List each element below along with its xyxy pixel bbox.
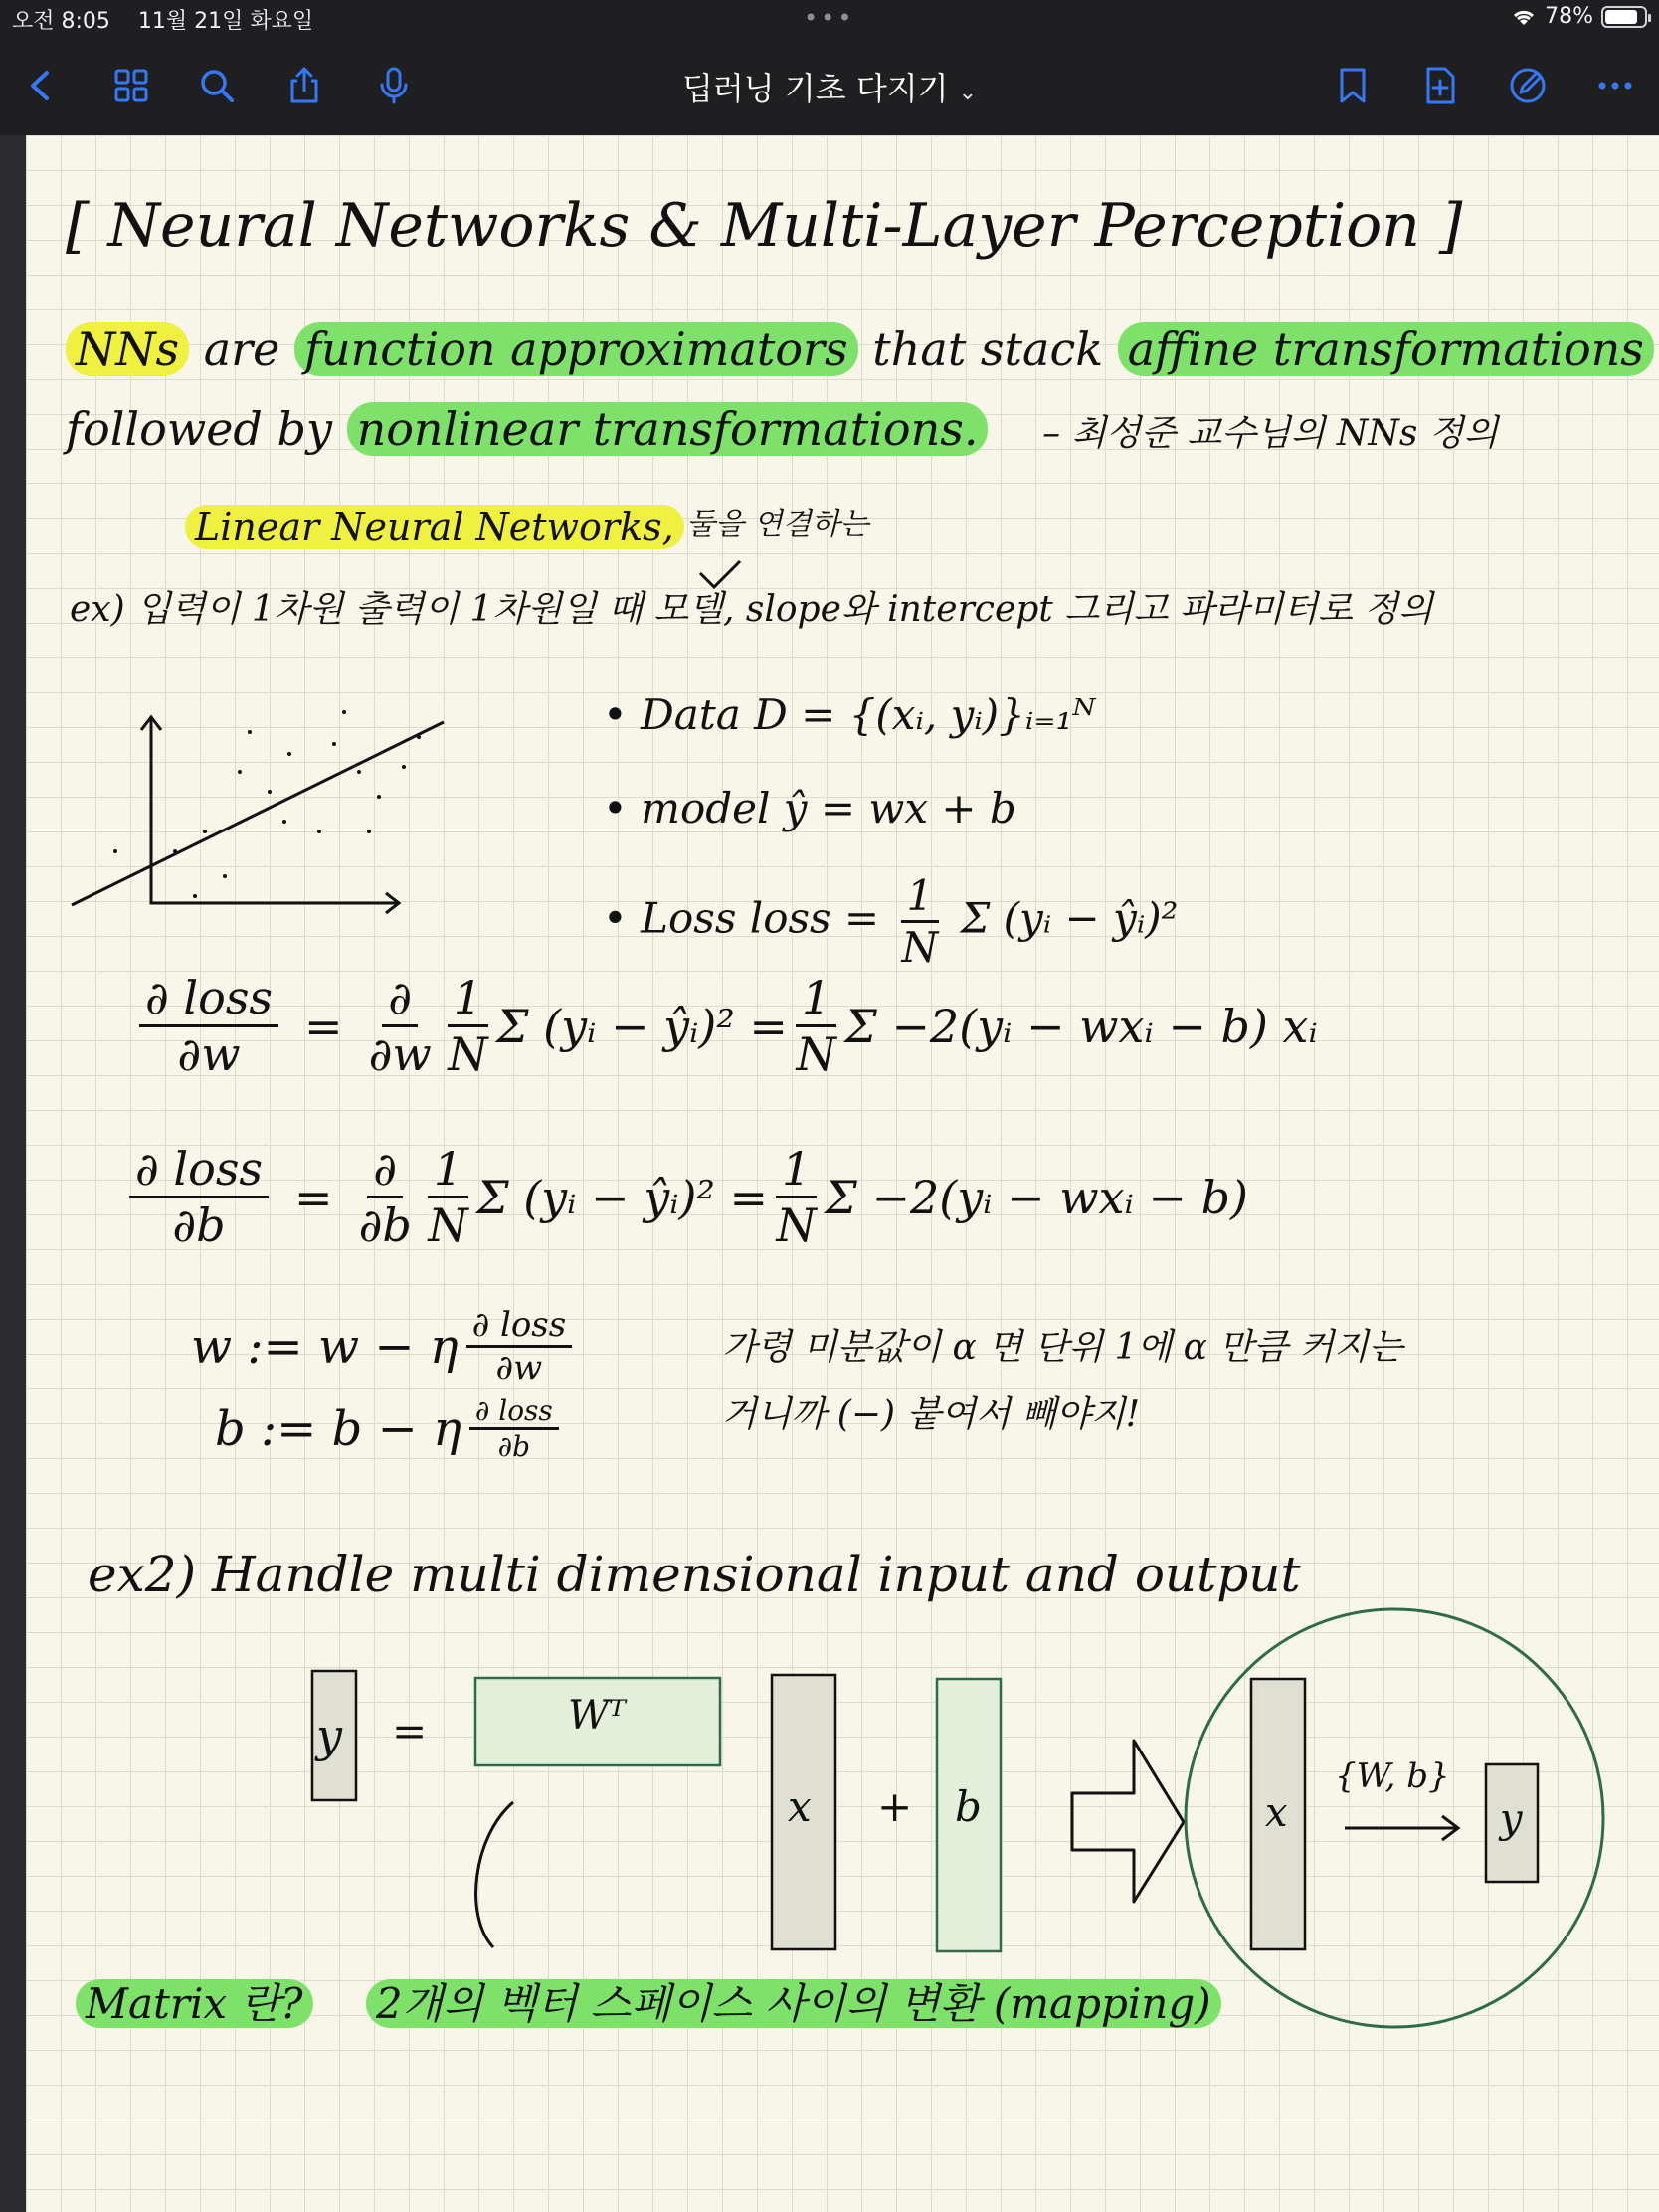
frac-den: N (901, 923, 939, 972)
gradient-b-equation (121, 1142, 1248, 1252)
frac-den: N (796, 1027, 836, 1081)
model-definition: • model ŷ = wx + b (603, 784, 1016, 832)
highlight-nns: NNs (66, 322, 189, 376)
chevron-down-icon: ⌄ (958, 81, 978, 105)
definition-line-1 (66, 322, 1654, 376)
data-definition: • Data D = {(xᵢ, yᵢ)}ᵢ₌₁ᴺ (603, 690, 1096, 739)
one-over-n (448, 971, 488, 1081)
multitasking-dots[interactable]: ••• (804, 4, 855, 32)
highlight-affine-transformations: affine transformations (1118, 322, 1654, 376)
scatter-plot-sketch (72, 717, 444, 913)
toolbar (0, 0, 1659, 135)
gradient-w-operator (369, 971, 432, 1081)
highlight-nonlinear-transformations: nonlinear transformations. (347, 402, 989, 456)
update-b-fraction (469, 1394, 559, 1463)
frac-den: ∂b (172, 1198, 226, 1252)
highlight-function-approximators: function approximators (294, 322, 858, 376)
loss-label: • Loss loss = (603, 893, 880, 943)
battery-percent: 78% (1545, 4, 1593, 29)
loss-fraction (901, 871, 940, 972)
example-1-text: ex) 입력이 1차원 출력이 1차원일 때 모델, slope와 intercept 그리고 파라미터로 정의 (70, 589, 1433, 630)
note-title: [ Neural Networks & Multi-Layer Perception ] (66, 191, 1463, 261)
update-note-1: 가령 미분값이 α 면 단위 1에 α 만큼 커지는 (722, 1327, 1403, 1368)
definition-source-note: – 최성준 교수님의 NNs 정의 (1042, 413, 1499, 454)
frac-den: N (776, 1198, 817, 1252)
frac-num: ∂ loss (129, 1142, 269, 1198)
gradient-b-operator (359, 1142, 412, 1252)
diagram-b: b (955, 1782, 982, 1831)
frac-num: ∂ loss (469, 1394, 559, 1430)
document-title[interactable] (0, 64, 1659, 109)
frac-den: ∂b (358, 1198, 412, 1252)
frac-num: 1 (448, 971, 488, 1027)
wifi-icon (1511, 7, 1537, 27)
update-rule-b (215, 1394, 567, 1463)
update-note-2: 거니까 (−) 붙여서 빼야지! (722, 1394, 1141, 1435)
frac-num: 1 (428, 1142, 468, 1198)
connecting-annotation: 둘을 연결하는 (686, 507, 869, 542)
highlight-matrix-answer: 2개의 벡터 스페이스 사이의 변환 (mapping) (366, 1979, 1221, 2028)
frac-den: ∂b (497, 1430, 531, 1463)
gradient-w-sum: Σ (yᵢ − ŷᵢ)² = (496, 999, 788, 1053)
diagram-plus: + (877, 1782, 913, 1831)
equals-sign: = (294, 1170, 333, 1224)
frac-den: N (448, 1027, 488, 1081)
matrix-question-line (76, 1971, 1221, 2031)
definition-followed-by: followed by (66, 402, 332, 456)
update-rule-w (191, 1305, 580, 1387)
frac-den: ∂w (368, 1027, 432, 1081)
diagram-mapping-params: {W, b} (1335, 1756, 1450, 1796)
frac-den: ∂w (495, 1348, 543, 1387)
definition-that-stack: that stack (872, 322, 1104, 376)
status-time: 오전 8:05 (12, 9, 110, 34)
gradient-b-result: Σ −2(yᵢ − wxᵢ − b) (825, 1170, 1248, 1224)
more-options-icon[interactable] (1591, 62, 1639, 109)
document-title-text: 딥러닝 기초 다지기 (681, 70, 949, 107)
diagram-w-transpose: Wᵀ (568, 1693, 626, 1739)
highlight-linear-nn: Linear Neural Networks, (185, 505, 684, 549)
loss-definition (603, 871, 1179, 972)
example-2-heading: ex2) Handle multi dimensional input and output (88, 1546, 1301, 1603)
frac-den: N (428, 1198, 468, 1252)
diagram-y: y (316, 1709, 342, 1762)
frac-den: ∂w (177, 1027, 241, 1081)
equals-sign: = (304, 999, 343, 1053)
gradient-b-lhs (129, 1142, 269, 1252)
status-indicators (1511, 4, 1647, 29)
loss-sum: Σ (yᵢ − ŷᵢ)² (960, 893, 1179, 943)
one-over-n (428, 1142, 468, 1252)
scatter-dots (113, 710, 421, 898)
frac-num: ∂ loss (139, 971, 278, 1027)
pencil-edit-icon[interactable] (1504, 62, 1552, 109)
definition-are: are (203, 322, 280, 376)
gradient-w-equation (131, 971, 1318, 1081)
bookmark-icon[interactable] (1329, 62, 1377, 109)
frac-num: ∂ loss (466, 1305, 573, 1348)
battery-icon (1601, 6, 1647, 28)
diagram-equals: = (392, 1707, 428, 1755)
diagram-x-input: x (1265, 1790, 1288, 1836)
frac-num: ∂ (382, 971, 418, 1027)
gradient-w-lhs (139, 971, 278, 1081)
section-linear-nn (185, 505, 684, 549)
frac-num: 1 (776, 1142, 817, 1198)
diagram-y-output: y (1500, 1796, 1523, 1842)
frac-num: 1 (901, 871, 940, 923)
status-date: 11월 21일 화요일 (137, 9, 314, 34)
gradient-w-result: Σ −2(yᵢ − wxᵢ − b) xᵢ (844, 999, 1318, 1053)
gradient-b-sum: Σ (yᵢ − ŷᵢ)² = (476, 1170, 769, 1224)
note-page[interactable] (26, 135, 1659, 2212)
update-w-fraction (466, 1305, 573, 1387)
status-time-date (12, 4, 313, 35)
frac-num: ∂ (367, 1142, 403, 1198)
highlight-matrix-question: Matrix 란? (76, 1979, 313, 2028)
add-page-icon[interactable] (1416, 62, 1464, 109)
diagram-x: x (788, 1782, 812, 1831)
one-over-n (796, 971, 836, 1081)
update-b-text: b := b − η (215, 1400, 461, 1457)
update-w-text: w := w − η (191, 1318, 459, 1375)
frac-num: 1 (796, 971, 836, 1027)
definition-line-2 (66, 402, 1498, 456)
one-over-n (776, 1142, 817, 1252)
